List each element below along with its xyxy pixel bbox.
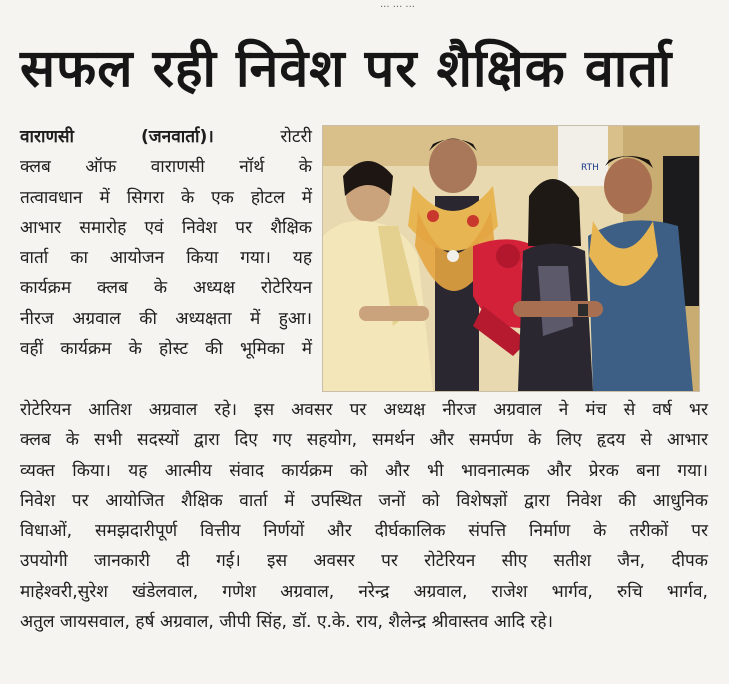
article-line: अतुल जायसवाल, हर्ष अग्रवाल, जीपी सिंह, डॉ. ए.के. राय, शैलेन्द्र श्रीवास्तव आदि रहे।	[20, 612, 554, 633]
event-photo	[322, 125, 700, 392]
article-line: व्यक्त किया। यह आत्मीय संवाद कार्यक्रम को और भी भावनात्मक और प्रेरक बना गया।	[20, 460, 708, 481]
article-line: आभार समारोह एवं निवेश पर शैक्षिक	[20, 217, 312, 238]
person-4-arm	[513, 301, 603, 317]
person-1-arm	[359, 306, 429, 321]
article-line: क्लब ऑफ वाराणसी नॉर्थ के	[20, 157, 312, 178]
person-4-face	[604, 158, 652, 214]
article-left-column	[20, 122, 312, 364]
person-4-watch	[578, 304, 588, 316]
article-line: निवेश पर आयोजित शैक्षिक वार्ता में उपस्थित जनों को विशेषज्ञों द्वारा निवेश की आधुनिक	[20, 490, 708, 511]
article-line: उपयोगी जानकारी दी गई। इस अवसर पर रोटेरियन सीए सतीश जैन, दीपक	[20, 551, 708, 572]
article-line: वार्ता का आयोजन किया गया। यह	[20, 248, 312, 269]
article-line: रोटरी	[213, 127, 312, 147]
previous-article-strip: ... ... ...	[380, 0, 415, 10]
article-line: विधाओं, समझदारीपूर्ण वित्तीय निर्णयों और दीर्घकालिक संपत्ति निर्माण के तरीकों पर	[20, 521, 708, 542]
article-line: क्लब के सभी सदस्यों द्वारा दिए गए सहयोग, समर्थन और समर्पण के लिए हृदय से आभार	[20, 430, 708, 451]
article-line: कार्यक्रम क्लब के अध्यक्ष रोटेरियन	[20, 278, 312, 299]
article-line: नीरज अग्रवाल की अध्यक्षता में हुआ।	[20, 308, 312, 329]
headline: सफल रही निवेश पर शैक्षिक वार्ता	[20, 39, 673, 99]
article-line: तत्वावधान में सिगरा के एक होटल में	[20, 187, 312, 208]
article-full-width	[20, 395, 708, 637]
article-line: माहेश्वरी,सुरेश खंडेलवाल, गणेश अग्रवाल, नरेन्द्र अग्रवाल, राजेश भार्गव, रुचि भार्गव,	[20, 581, 708, 602]
article-line: वहीं कार्यक्रम के होस्ट की भूमिका में	[20, 339, 312, 360]
banner-text: RTH	[581, 163, 599, 173]
banner-panel	[558, 126, 608, 186]
article-line: रोटेरियन आतिश अग्रवाल रहे। इस अवसर पर अध्यक्ष नीरज अग्रवाल ने मंच से वर्ष भर	[20, 400, 708, 420]
person-2-face	[429, 139, 477, 193]
event-photo-illustration	[323, 126, 699, 391]
dateline: वाराणसी (जनवार्ता)।	[20, 127, 214, 147]
